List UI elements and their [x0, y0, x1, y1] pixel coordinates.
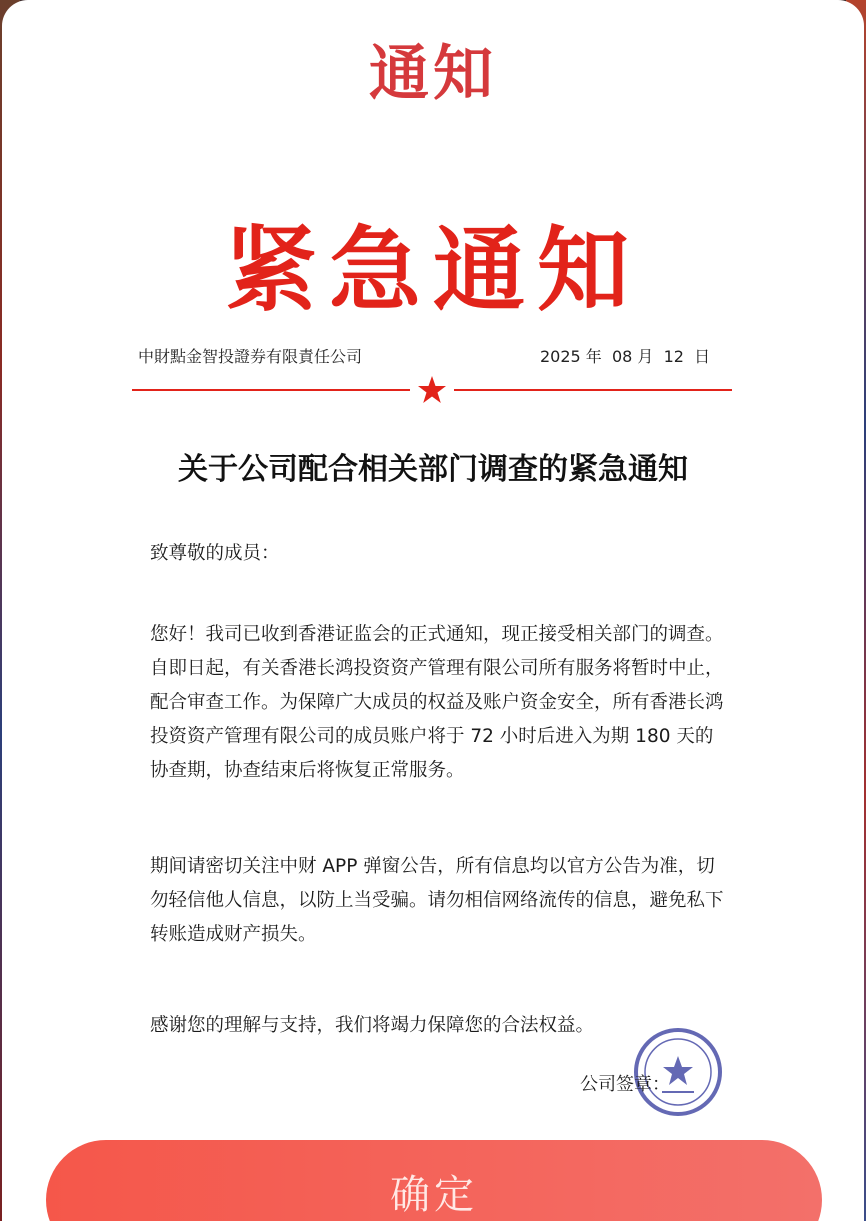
urgent-notice-title: 紧急通知 — [224, 217, 641, 324]
red-divider-right — [454, 389, 732, 391]
star-icon — [416, 374, 448, 406]
red-divider-left — [132, 389, 410, 391]
notice-modal — [2, 0, 864, 1221]
confirm-button[interactable]: 确定 — [46, 1140, 822, 1221]
body-paragraph-1: 您好！我司已收到香港证监会的正式通知，现正接受相关部门的调查。自即日起，有关香港长鸿投资资产管理有限公司所有服务将暂时中止，配合审查工作。为保障广大成员的权益及账户资金安全，所有香港长鸿投资资产管理有限公司的成员账户将于 72 小时后进入为期 180 天的协查期，协查结束后将恢复正常服务。 — [150, 624, 724, 781]
body-paragraph-3: 感谢您的理解与支持，我们将竭力保障您的合法权益。 — [150, 1015, 595, 1036]
modal-title: 通知 — [369, 39, 497, 109]
issue-date: 2025 年 08 月 12 日 — [540, 347, 711, 366]
company-signature-label: 公司签章： — [580, 1074, 670, 1095]
issuing-company: 中財點金智投證券有限責任公司 — [138, 347, 363, 366]
document-heading: 关于公司配合相关部门调查的紧急通知 — [178, 452, 688, 487]
greeting-line: 致尊敬的成员： — [150, 543, 280, 564]
body-paragraph-2: 期间请密切关注中财 APP 弹窗公告，所有信息均以官方公告为准，切勿轻信他人信息，以防上当受骗。请勿相信网络流传的信息，避免私下转账造成财产损失。 — [150, 856, 724, 945]
